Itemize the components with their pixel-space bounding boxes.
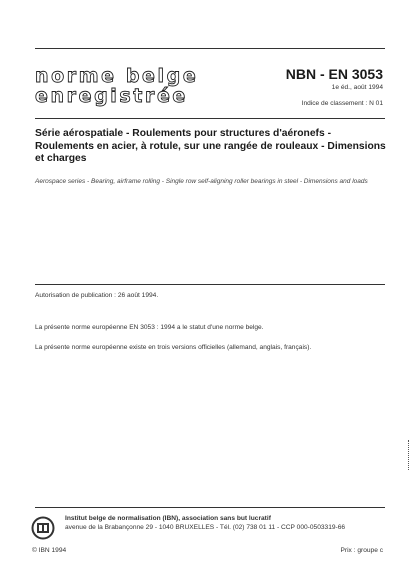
footer-address: avenue de la Brabançonne 29 - 1040 BRUXELLES - Tél. (02) 738 01 11 - CCP 000-0503319-66 bbox=[65, 524, 346, 531]
copyright: © IBN 1994 bbox=[32, 547, 67, 554]
footer-institute: Institut belge de normalisation (IBN), association sans but lucratif bbox=[65, 515, 271, 522]
edition-date: 1e éd., août 1994 bbox=[331, 84, 383, 91]
top-rule bbox=[35, 48, 385, 49]
header-rule bbox=[35, 118, 385, 119]
title-rule bbox=[35, 284, 385, 285]
standard-number: NBN - EN 3053 bbox=[285, 66, 383, 82]
brand-line-1: norme belge bbox=[35, 65, 199, 87]
ibn-logo-icon bbox=[30, 516, 56, 540]
status-statement: La présente norme européenne EN 3053 : 1994 a le statut d'une norme belge. bbox=[35, 324, 264, 331]
versions-statement: La présente norme européenne existe en trois versions officielles (allemand, anglais, français). bbox=[35, 344, 312, 351]
classification-index: Indice de classement : N 01 bbox=[301, 100, 383, 107]
price-group: Prix : groupe c bbox=[340, 547, 383, 554]
publication-authorization: Autorisation de publication : 26 août 1994. bbox=[35, 292, 159, 299]
title-english: Aerospace series - Bearing, airframe rolling - Single row self-aligning roller bearings in steel - Dimensions and loads bbox=[35, 178, 368, 185]
margin-mark bbox=[408, 440, 410, 470]
brand-line-2: enregistrée bbox=[35, 85, 188, 107]
footer-rule bbox=[35, 507, 385, 508]
title-french: Série aérospatiale - Roulements pour structures d'aéronefs - Roulements en acier, à rotule, sur une rangée de rouleaux - Dimensions et charges bbox=[35, 128, 386, 164]
